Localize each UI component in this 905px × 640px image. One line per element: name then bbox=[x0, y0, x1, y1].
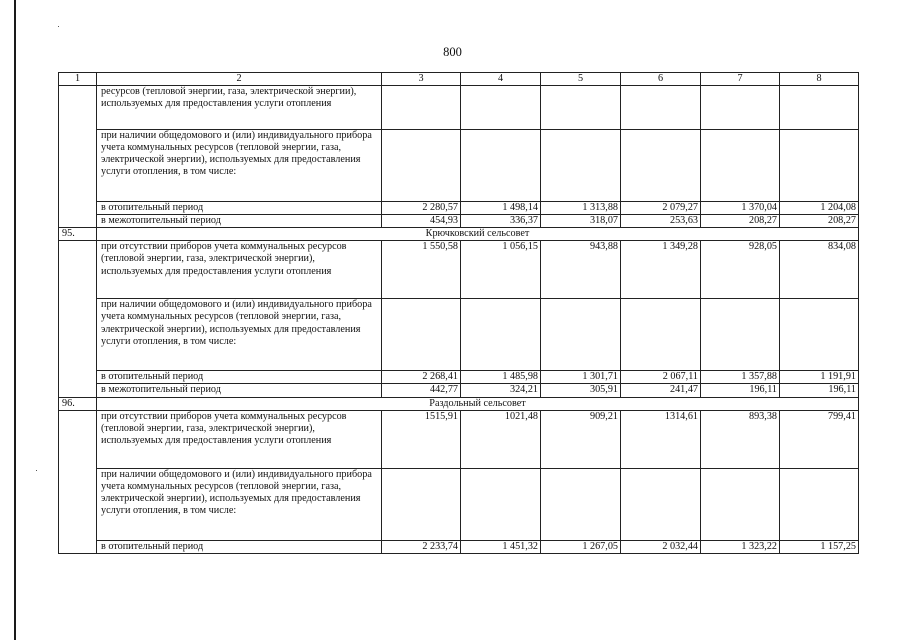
value-cell bbox=[382, 86, 461, 130]
value-cell bbox=[461, 468, 541, 540]
value-cell: 909,21 bbox=[541, 410, 621, 468]
section-index: 96. bbox=[59, 397, 97, 410]
value-cell: 1 349,28 bbox=[621, 241, 701, 299]
value-cell bbox=[382, 468, 461, 540]
table-row bbox=[59, 384, 859, 397]
scan-edge-line bbox=[14, 0, 16, 640]
value-cell: 1 357,88 bbox=[701, 371, 780, 384]
value-cell: 2 280,57 bbox=[382, 202, 461, 215]
row-description: при отсутствии приборов учета коммунальных ресурсов (тепловой энергии, газа, электрической энергии), используемых для предоставления услуги отопления bbox=[97, 241, 382, 299]
value-cell: 2 032,44 bbox=[621, 540, 701, 553]
table-row bbox=[59, 130, 859, 202]
value-cell: 2 233,74 bbox=[382, 540, 461, 553]
scan-speck bbox=[36, 470, 37, 471]
value-cell: 241,47 bbox=[621, 384, 701, 397]
row-index-cell bbox=[59, 410, 97, 553]
value-cell: 834,08 bbox=[780, 241, 859, 299]
value-cell: 2 079,27 bbox=[621, 202, 701, 215]
value-cell: 442,77 bbox=[382, 384, 461, 397]
column-header: 3 bbox=[382, 73, 461, 86]
table-row bbox=[59, 86, 859, 130]
value-cell bbox=[461, 299, 541, 371]
value-cell: 1 301,71 bbox=[541, 371, 621, 384]
value-cell: 208,27 bbox=[780, 215, 859, 228]
value-cell bbox=[780, 130, 859, 202]
table-row bbox=[59, 468, 859, 540]
value-cell: 253,63 bbox=[621, 215, 701, 228]
value-cell bbox=[780, 86, 859, 130]
value-cell bbox=[780, 299, 859, 371]
value-cell: 1 157,25 bbox=[780, 540, 859, 553]
value-cell: 1515,91 bbox=[382, 410, 461, 468]
value-cell: 1 204,08 bbox=[780, 202, 859, 215]
value-cell bbox=[701, 86, 780, 130]
value-cell: 305,91 bbox=[541, 384, 621, 397]
value-cell bbox=[621, 130, 701, 202]
value-cell bbox=[541, 130, 621, 202]
value-cell bbox=[701, 130, 780, 202]
value-cell: 1 191,91 bbox=[780, 371, 859, 384]
row-index-cell bbox=[59, 241, 97, 397]
value-cell: 208,27 bbox=[701, 215, 780, 228]
value-cell: 454,93 bbox=[382, 215, 461, 228]
value-cell: 324,21 bbox=[461, 384, 541, 397]
column-header: 1 bbox=[59, 73, 97, 86]
value-cell bbox=[461, 130, 541, 202]
table-row bbox=[59, 241, 859, 299]
row-description: при наличии общедомового и (или) индивидуального прибора учета коммунальных ресурсов (тепловой энергии, газа, электрической энергии), используемых для предоставления услуги отопления, в том числе: bbox=[97, 130, 382, 202]
value-cell: 1 323,22 bbox=[701, 540, 780, 553]
column-header: 6 bbox=[621, 73, 701, 86]
value-cell: 1021,48 bbox=[461, 410, 541, 468]
value-cell bbox=[541, 299, 621, 371]
value-cell bbox=[621, 86, 701, 130]
page-number: 800 bbox=[443, 45, 462, 59]
column-header: 8 bbox=[780, 73, 859, 86]
section-index: 95. bbox=[59, 228, 97, 241]
row-description: в отопительный период bbox=[97, 540, 382, 553]
value-cell: 1314,61 bbox=[621, 410, 701, 468]
value-cell: 1 550,58 bbox=[382, 241, 461, 299]
row-description: в межотопительный период bbox=[97, 215, 382, 228]
value-cell: 1 267,05 bbox=[541, 540, 621, 553]
value-cell bbox=[701, 299, 780, 371]
value-cell bbox=[382, 299, 461, 371]
value-cell bbox=[382, 130, 461, 202]
table-row bbox=[59, 202, 859, 215]
value-cell: 196,11 bbox=[701, 384, 780, 397]
scan-speck bbox=[58, 26, 59, 27]
column-header: 2 bbox=[97, 73, 382, 86]
value-cell: 318,07 bbox=[541, 215, 621, 228]
value-cell bbox=[621, 299, 701, 371]
value-cell: 1 485,98 bbox=[461, 371, 541, 384]
section-header-row bbox=[59, 397, 859, 410]
value-cell bbox=[461, 86, 541, 130]
value-cell: 2 067,11 bbox=[621, 371, 701, 384]
column-header: 7 bbox=[701, 73, 780, 86]
row-description: при наличии общедомового и (или) индивидуального прибора учета коммунальных ресурсов (тепловой энергии, газа, электрической энергии), используемых для предоставления услуги отопления, в том числе: bbox=[97, 299, 382, 371]
value-cell: 1 451,32 bbox=[461, 540, 541, 553]
value-cell bbox=[621, 468, 701, 540]
value-cell bbox=[701, 468, 780, 540]
section-header-row bbox=[59, 228, 859, 241]
section-title: Крючковский сельсовет bbox=[97, 228, 859, 241]
value-cell: 799,41 bbox=[780, 410, 859, 468]
row-description: в отопительный период bbox=[97, 371, 382, 384]
row-description: в отопительный период bbox=[97, 202, 382, 215]
value-cell: 1 056,15 bbox=[461, 241, 541, 299]
section-title: Раздольный сельсовет bbox=[97, 397, 859, 410]
value-cell: 336,37 bbox=[461, 215, 541, 228]
row-description: в межотопительный период bbox=[97, 384, 382, 397]
value-cell: 1 370,04 bbox=[701, 202, 780, 215]
row-index-cell bbox=[59, 86, 97, 228]
value-cell: 1 313,88 bbox=[541, 202, 621, 215]
row-description: ресурсов (тепловой энергии, газа, электрической энергии), используемых для предоставления услуги отопления bbox=[97, 86, 382, 130]
column-header: 4 bbox=[461, 73, 541, 86]
value-cell bbox=[780, 468, 859, 540]
value-cell: 196,11 bbox=[780, 384, 859, 397]
row-description: при наличии общедомового и (или) индивидуального прибора учета коммунальных ресурсов (тепловой энергии, газа, электрической энергии), используемых для предоставления услуги отопления, в том числе: bbox=[97, 468, 382, 540]
value-cell: 1 498,14 bbox=[461, 202, 541, 215]
table-row bbox=[59, 371, 859, 384]
value-cell: 928,05 bbox=[701, 241, 780, 299]
table-row bbox=[59, 299, 859, 371]
value-cell bbox=[541, 86, 621, 130]
column-number-row bbox=[59, 73, 859, 86]
tariff-table bbox=[58, 72, 859, 554]
table-row bbox=[59, 410, 859, 468]
value-cell: 943,88 bbox=[541, 241, 621, 299]
value-cell: 893,38 bbox=[701, 410, 780, 468]
table-row bbox=[59, 215, 859, 228]
row-description: при отсутствии приборов учета коммунальных ресурсов (тепловой энергии, газа, электрической энергии), используемых для предоставления услуги отопления bbox=[97, 410, 382, 468]
table-row bbox=[59, 540, 859, 553]
value-cell: 2 268,41 bbox=[382, 371, 461, 384]
column-header: 5 bbox=[541, 73, 621, 86]
value-cell bbox=[541, 468, 621, 540]
